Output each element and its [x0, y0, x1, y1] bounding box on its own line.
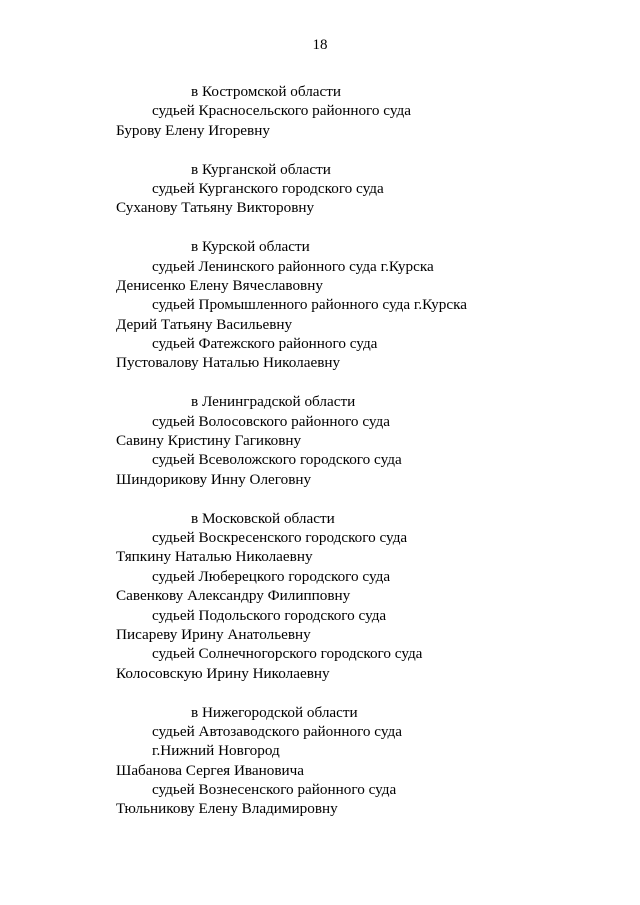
region-heading: в Курганской области — [191, 160, 331, 178]
person-name: Савину Кристину Гагиковну — [116, 432, 302, 450]
spacer — [0, 683, 640, 702]
spacer — [0, 218, 640, 237]
person-name: Писареву Ирину Анатольевну — [116, 625, 311, 643]
court-line: судьей Воскресенского городского суда — [152, 528, 408, 546]
person-name: Шиндорикову Инну Олеговну — [116, 470, 312, 488]
court-line: судьей Волосовского районного суда — [152, 412, 390, 430]
person-name: Денисенко Елену Вячеславовну — [116, 276, 323, 294]
person-name: Дерий Татьяну Васильевну — [116, 315, 293, 333]
person-name: Бурову Елену Игоревну — [116, 121, 270, 139]
person-name: Тяпкину Наталью Николаевну — [116, 548, 313, 566]
court-city-line: г.Нижний Новгород — [152, 742, 280, 760]
court-line: судьей Всеволожского городского суда — [152, 451, 402, 469]
person-name: Шабанова Сергея Ивановича — [116, 761, 305, 779]
person-name: Пустовалову Наталью Николаевну — [116, 354, 341, 372]
court-line: судьей Фатежского районного суда — [152, 335, 378, 353]
region-heading: в Нижегородской области — [191, 703, 358, 721]
court-line: судьей Солнечногорского городского суда — [152, 645, 423, 663]
court-line: судьей Подольского городского суда — [152, 606, 387, 624]
court-line: судьей Курганского городского суда — [152, 179, 384, 197]
person-name: Суханову Татьяну Викторовну — [116, 199, 315, 217]
court-line: судьей Красносельского районного суда — [152, 102, 411, 120]
court-line: судьей Ленинского районного суда г.Курска — [152, 257, 434, 275]
court-line: судьей Вознесенского районного суда — [152, 781, 397, 799]
spacer — [0, 489, 640, 508]
region-heading: в Костромской области — [191, 83, 342, 100]
court-line: судьей Люберецкого городского суда — [152, 567, 391, 585]
court-line: судьей Автозаводского районного суда — [152, 722, 402, 740]
appointments-list — [0, 82, 640, 819]
region-heading: в Ленинградской области — [191, 393, 356, 411]
page-number: 18 — [312, 37, 328, 53]
region-heading: в Московской области — [191, 509, 335, 527]
spacer — [0, 140, 640, 159]
region-heading: в Курской области — [191, 238, 310, 256]
person-name: Тюльникову Елену Владимировну — [116, 800, 338, 818]
court-line: судьей Промышленного районного суда г.Курска — [152, 296, 467, 314]
person-name: Колосовскую Ирину Николаевну — [116, 664, 330, 682]
person-name: Савенкову Александру Филипповну — [116, 587, 351, 605]
spacer — [0, 373, 640, 392]
